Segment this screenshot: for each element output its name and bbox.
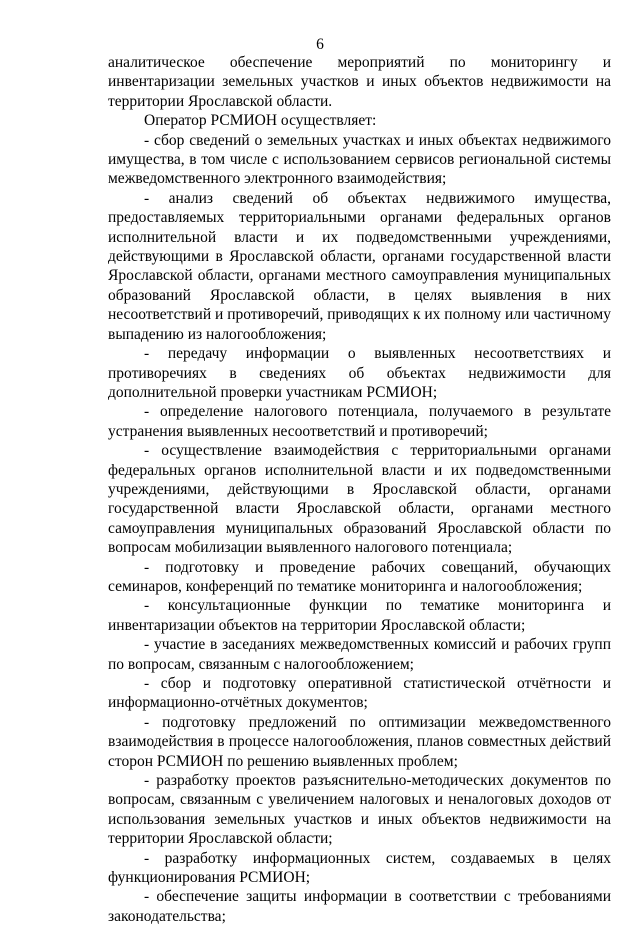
paragraph-continuation: аналитическое обеспечение мероприятий по мониторингу и инвентаризации земельных участков и иных объектов недвижимости на территории Ярославской области. xyxy=(108,54,611,110)
list-item: - передачу информации о выявленных несоответствиях и противоречиях в сведениях об объектах недвижимости для дополнительной проверки участникам РСМИОН; xyxy=(108,345,611,401)
list-item: - консультационные функции по тематике мониторинга и инвентаризации объектов на территории Ярославской области; xyxy=(108,597,611,634)
paragraph-operator-intro: Оператор РСМИОН осуществляет: xyxy=(144,112,377,130)
list-item: - подготовку предложений по оптимизации межведомственного взаимодействия в процессе налогообложения, планов совместных действий сторон РСМИОН по решению выявленных проблем; xyxy=(108,713,611,770)
page-number: 6 xyxy=(316,36,324,53)
list-item: - осуществление взаимодействия с территориальными органами федеральных органов исполнительной власти и их подведомственными учреждениями, действующими в Ярославской области, органами государственной власти Ярославской области, органами местного самоуправления муниципальных образований Ярославской области по вопросам мобилизации выявленного налогового потенциала; xyxy=(108,442,611,557)
list-item: - анализ сведений об объектах недвижимого имущества, предоставляемых территориальными органами федеральных органов исполнительной власти и их подведомственными учреждениями, действующими в Ярославской области, органами государственной власти Ярославской области, органами местного самоуправления муниципальных образований Ярославской области, в целях выявления в них несоответствий и противоречий, приводящих к их полному или частичному выпадению из налогообложения; xyxy=(108,189,611,343)
list-item: - участие в заседаниях межведомственных комиссий и рабочих групп по вопросам, связанным с налогообложением; xyxy=(108,636,611,673)
list-item: - сбор сведений о земельных участках и иных объектах недвижимого имущества, в том числе с использованием сервисов региональной системы межведомственного электронного взаимодействия; xyxy=(108,131,611,188)
list-item: - сбор и подготовку оперативной статистической отчётности и информационно-отчётных документов; xyxy=(108,675,611,712)
list-item: - обеспечение защиты информации в соответствии с требованиями законодательства; xyxy=(108,888,611,925)
list-item: - определение налогового потенциала, получаемого в результате устранения выявленных несоответствий и противоречий; xyxy=(108,403,611,440)
list-item: - разработку проектов разъяснительно-методических документов по вопросам, связанным с увеличением налоговых и неналоговых доходов от использования земельных участков и иных объектов недвижимости на территории Ярославской области; xyxy=(108,772,611,848)
list-item: - разработку информационных систем, создаваемых в целях функционирования РСМИОН; xyxy=(108,849,611,887)
list-item: - подготовку и проведение рабочих совещаний, обучающих семинаров, конференций по тематике мониторинга и налогообложения; xyxy=(108,558,611,595)
document-body xyxy=(108,53,611,926)
